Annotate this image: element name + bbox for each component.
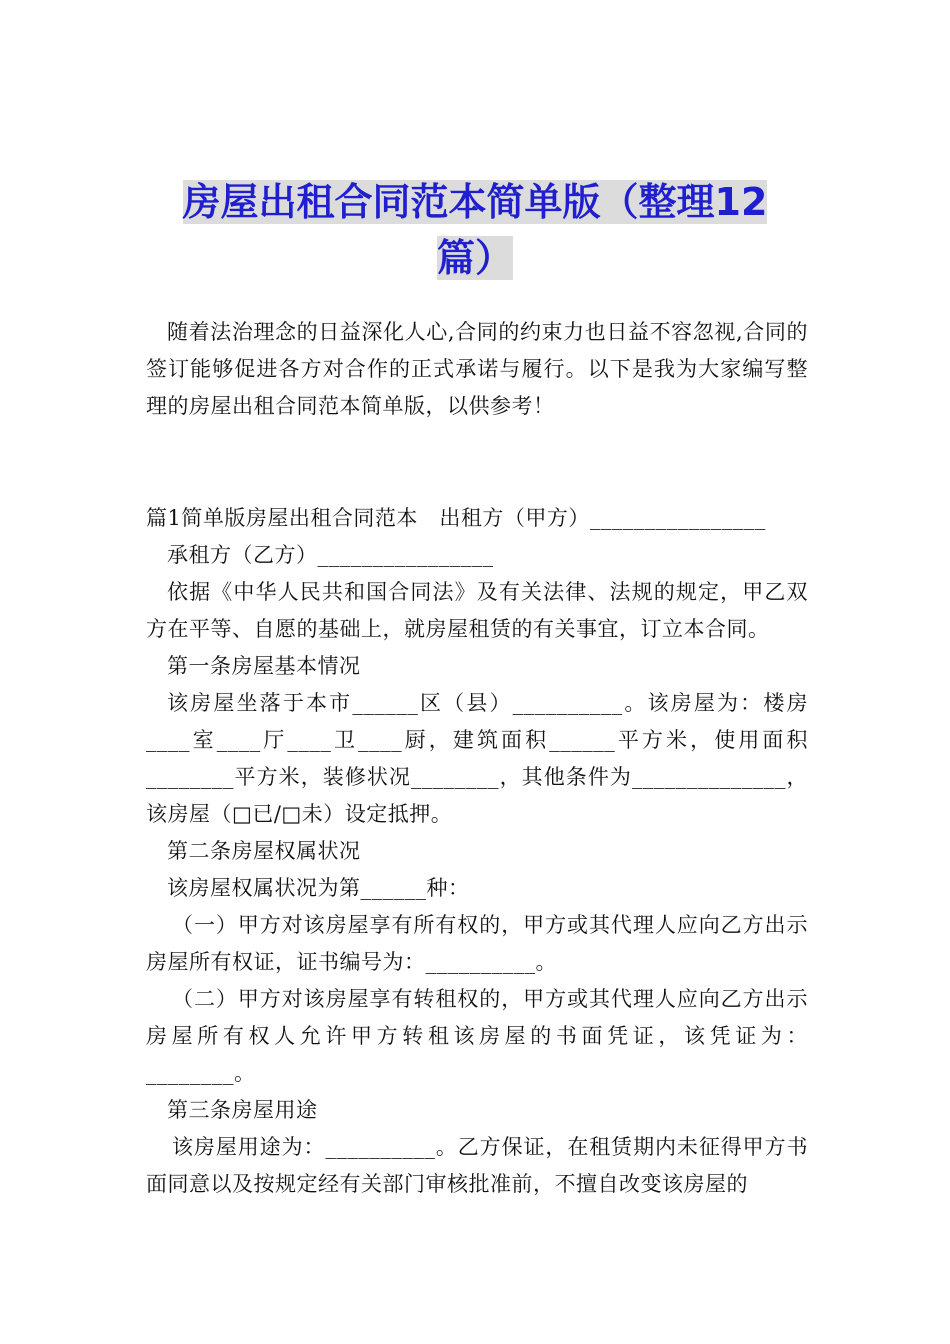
intro-paragraph: 随着法治理念的日益深化人心,合同的约束力也日益不容忽视,合同的签订能够促进各方对合作的正式承诺与履行。以下是我为大家编写整理的房屋出租合同范本简单版，以供参考！ <box>146 320 808 418</box>
article-2-heading: 第二条房屋权属状况 <box>167 839 361 863</box>
document-title <box>0 174 950 286</box>
article-2-clause-2: （二）甲方对该房屋享有转租权的，甲方或其代理人应向乙方出示房屋所有权人允许甲方转租该房屋的书面凭证，该凭证为：________。 <box>146 987 808 1085</box>
article-2-clause-1: （一）甲方对该房屋享有所有权的，甲方或其代理人应向乙方出示房屋所有权证，证书编号为：__________。 <box>146 913 808 974</box>
article-1-heading: 第一条房屋基本情况 <box>167 654 361 678</box>
contract-body <box>146 500 808 1203</box>
title-line-2: 篇） <box>436 236 513 280</box>
title-line-1: 房屋出租合同范本简单版（整理12 <box>182 180 768 224</box>
intro-block <box>146 314 808 425</box>
section-heading-paragraph: 篇1简单版房屋出租合同范本 出租方（甲方）________________ <box>146 506 766 530</box>
article-2-body: 该房屋权属状况为第______种： <box>167 876 470 900</box>
preamble-paragraph: 依据《中华人民共和国合同法》及有关法律、法规的规定，甲乙双方在平等、自愿的基础上，就房屋租赁的有关事宜，订立本合同。 <box>146 580 808 641</box>
article-3-heading: 第三条房屋用途 <box>167 1098 318 1122</box>
article-1-body: 该房屋坐落于本市______区（县）__________。该房屋为：楼房____室____厅____卫____厨，建筑面积______平方米，使用面积________平方米，装修状况________，其他条件为______________，该房屋（□已/□未）设定抵押。 <box>146 691 808 826</box>
lessee-line: 承租方（乙方）________________ <box>167 543 494 567</box>
article-3-body: 该房屋用途为：__________。乙方保证，在租赁期内未征得甲方书面同意以及按规定经有关部门审核批准前，不擅自改变该房屋的 <box>146 1135 808 1196</box>
